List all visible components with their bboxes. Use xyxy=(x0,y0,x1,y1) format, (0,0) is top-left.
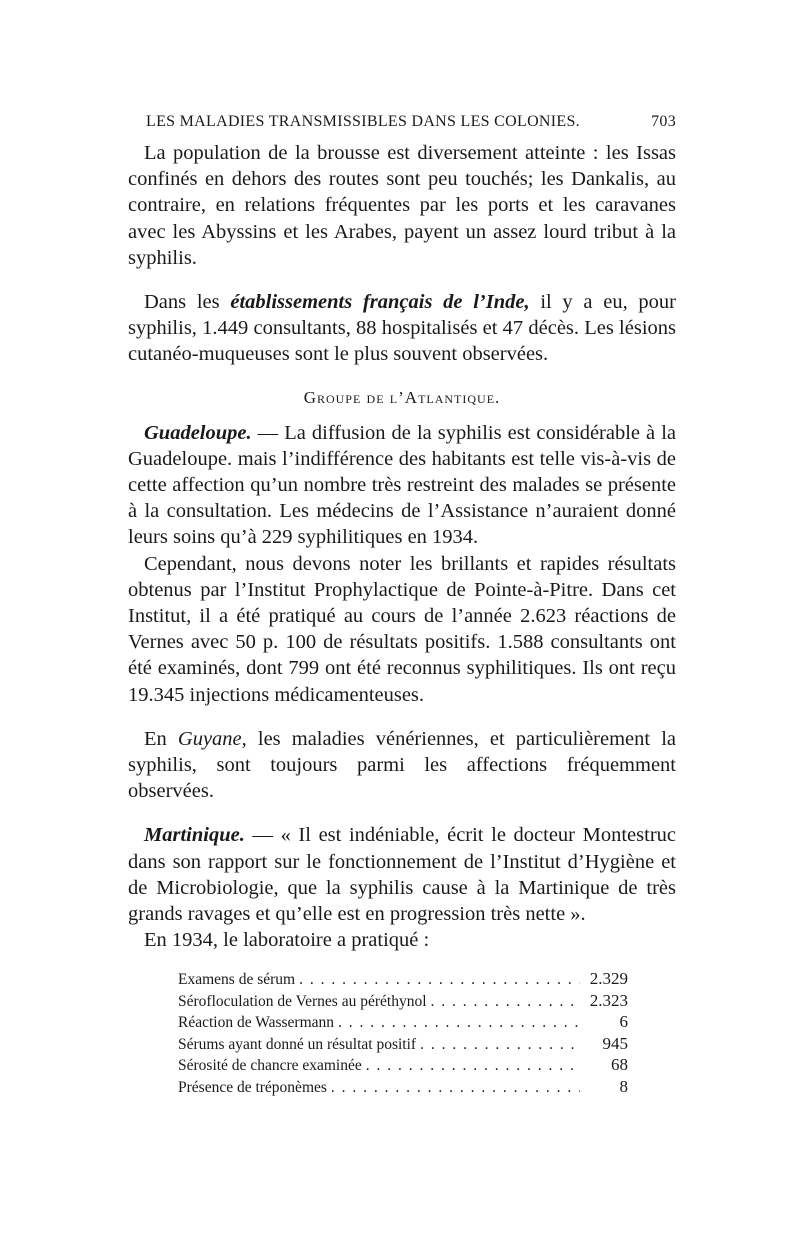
guyane-prefix: En xyxy=(144,727,178,750)
dot-leader xyxy=(366,1056,580,1076)
document-page xyxy=(128,112,676,1098)
result-label: Examens de sérum xyxy=(178,971,296,989)
result-row xyxy=(178,1055,628,1076)
result-value: 8 xyxy=(619,1076,628,1096)
result-label: Sérums ayant donné un résultat positif xyxy=(178,1035,417,1053)
paragraph-guadeloupe xyxy=(128,420,676,551)
inde-emphasis: établissements français de l’Inde, xyxy=(230,291,530,314)
dot-leader xyxy=(299,970,580,990)
result-label: Sérofloculation de Vernes au péréthynol xyxy=(178,992,427,1010)
paragraph-martinique xyxy=(128,822,676,927)
guadeloupe-label: Guadeloupe. xyxy=(144,421,252,444)
page-number: 703 xyxy=(651,113,676,130)
guadeloupe-text: — La diffusion de la syphilis est considérable à la Guadeloupe. mais l’indifférence des habitants est telle vis-à-vis de cette affection qu’un nombre très restreint des malades se présente à la consultation. Les médecins de l’Assistance n’auraient donné leurs soins qu’à 229 syphilitiques en 1934. xyxy=(128,421,676,549)
paragraph-guyane xyxy=(128,726,676,805)
martinique-text: — « Il est indéniable, écrit le docteur Montestruc dans son rapport sur le fonctionnement de l’Institut d’Hygiène et de Microbiologie, que la syphilis cause à la Martinique de très grands ravages et qu’elle est en progression très nette ». xyxy=(128,824,676,926)
result-value: 6 xyxy=(619,1012,628,1032)
result-value: 2.323 xyxy=(589,990,628,1010)
result-value: 2.329 xyxy=(589,969,628,989)
dot-leader xyxy=(338,1013,580,1033)
paragraph-cependant: Cependant, nous devons noter les brillants et rapides résultats obtenus par l’Institut Prophylactique de Pointe-à-Pitre. Dans cet Institut, il a été pratiqué au cours de l’année 2.623 réactions de Vernes avec 50 p. 100 de résultats positifs. 1.588 consultants ont été examinés, dont 799 ont été reconnus syphilitiques. Ils ont reçu 19.345 injections médicamenteuses. xyxy=(128,552,676,706)
paragraph-brousse: La population de la brousse est diversement atteinte : les Issas confinés en dehors des routes sont peu touchés; les Dankalis, au contraire, en relations fréquentes par les ports et les caravanes avec les Abyssins et les Arabes, payent un assez lourd tribut à la syphilis. xyxy=(128,142,676,269)
guyane-rest: les maladies vénériennes, et particulièrement la syphilis, sont toujours parmi les affections fréquemment observées. xyxy=(128,727,676,803)
result-label: Sérosité de chancre examinée xyxy=(178,1057,362,1075)
paragraph-laboratoire: En 1934, le laboratoire a pratiqué : xyxy=(144,929,430,952)
running-title: LES MALADIES TRANSMISSIBLES DANS LES COLONIES. xyxy=(146,113,580,130)
inde-prefix: Dans les xyxy=(144,291,231,314)
section-heading: Groupe de l’Atlantique. xyxy=(303,387,501,407)
martinique-label: Martinique. xyxy=(144,824,245,847)
result-label: Présence de tréponèmes xyxy=(178,1078,327,1096)
result-value: 68 xyxy=(611,1055,628,1075)
result-row xyxy=(178,1012,628,1033)
result-row xyxy=(178,1034,628,1055)
result-value: 945 xyxy=(602,1033,628,1053)
inde-rest: il y a eu, pour syphilis, 1.449 consultants, 88 hospitalisés et 47 décès. Les lésions cutanéo-muqueuses sont le plus souvent observées. xyxy=(128,291,677,366)
result-row xyxy=(178,991,628,1012)
running-header xyxy=(128,112,676,132)
result-row xyxy=(178,969,628,990)
guyane-emphasis: Guyane, xyxy=(177,727,247,750)
dot-leader xyxy=(331,1078,580,1098)
paragraph-inde xyxy=(128,289,676,368)
result-label: Réaction de Wassermann xyxy=(178,1014,334,1032)
dot-leader xyxy=(431,992,581,1012)
result-row xyxy=(178,1077,628,1098)
dot-leader xyxy=(420,1035,580,1055)
results-list xyxy=(178,969,628,1097)
